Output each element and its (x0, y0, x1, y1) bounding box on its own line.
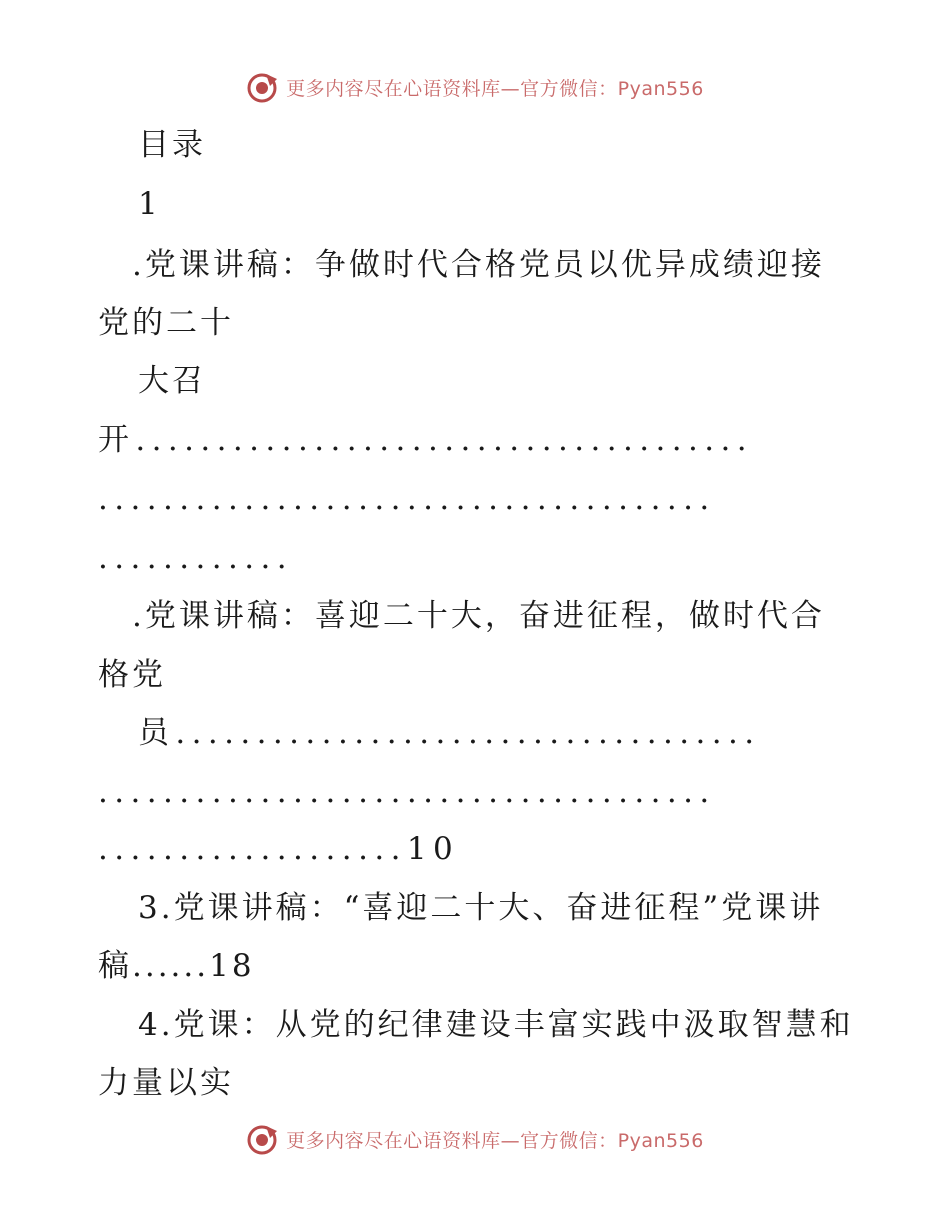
toc-leader-dots: ............ (98, 540, 294, 576)
toc-line: 大召 (138, 363, 206, 399)
toc-entry-4-title[interactable]: 4.党课：从党的纪律建设丰富实践中汲取智慧和 (138, 1007, 854, 1043)
toc-leader-dots: ...................................... (98, 481, 716, 517)
toc-line: 格党 (98, 657, 166, 693)
toc-heading: 目录 (138, 127, 206, 163)
toc-page-number-line: 稿......18 (98, 948, 255, 984)
watermark-text: 更多内容尽在心语资料库—官方微信：Pyan556 (286, 77, 704, 100)
pen-nib-logo-icon (246, 1122, 280, 1156)
toc-entry-1-title[interactable]: .党课讲稿：争做时代合格党员以优异成绩迎接 (132, 247, 825, 283)
watermark-footer (0, 1122, 950, 1156)
toc-entry-2-title[interactable]: .党课讲稿：喜迎二十大，奋进征程，做时代合 (132, 598, 825, 634)
toc-leader-dots: 开...................................... (98, 422, 754, 458)
toc-leader-dots: ...................................... (98, 774, 716, 810)
watermark-text: 更多内容尽在心语资料库—官方微信：Pyan556 (286, 1129, 704, 1152)
toc-line: 力量以实 (98, 1065, 234, 1101)
toc-leader-dots: 员.................................... (138, 715, 761, 751)
toc-line: 党的二十 (98, 305, 234, 341)
toc-page-number-line: ...................10 (98, 831, 460, 867)
toc-entry-3-title[interactable]: 3.党课讲稿：“喜迎二十大、奋进征程”党课讲 (138, 890, 824, 926)
toc-line: 1 (138, 186, 161, 222)
